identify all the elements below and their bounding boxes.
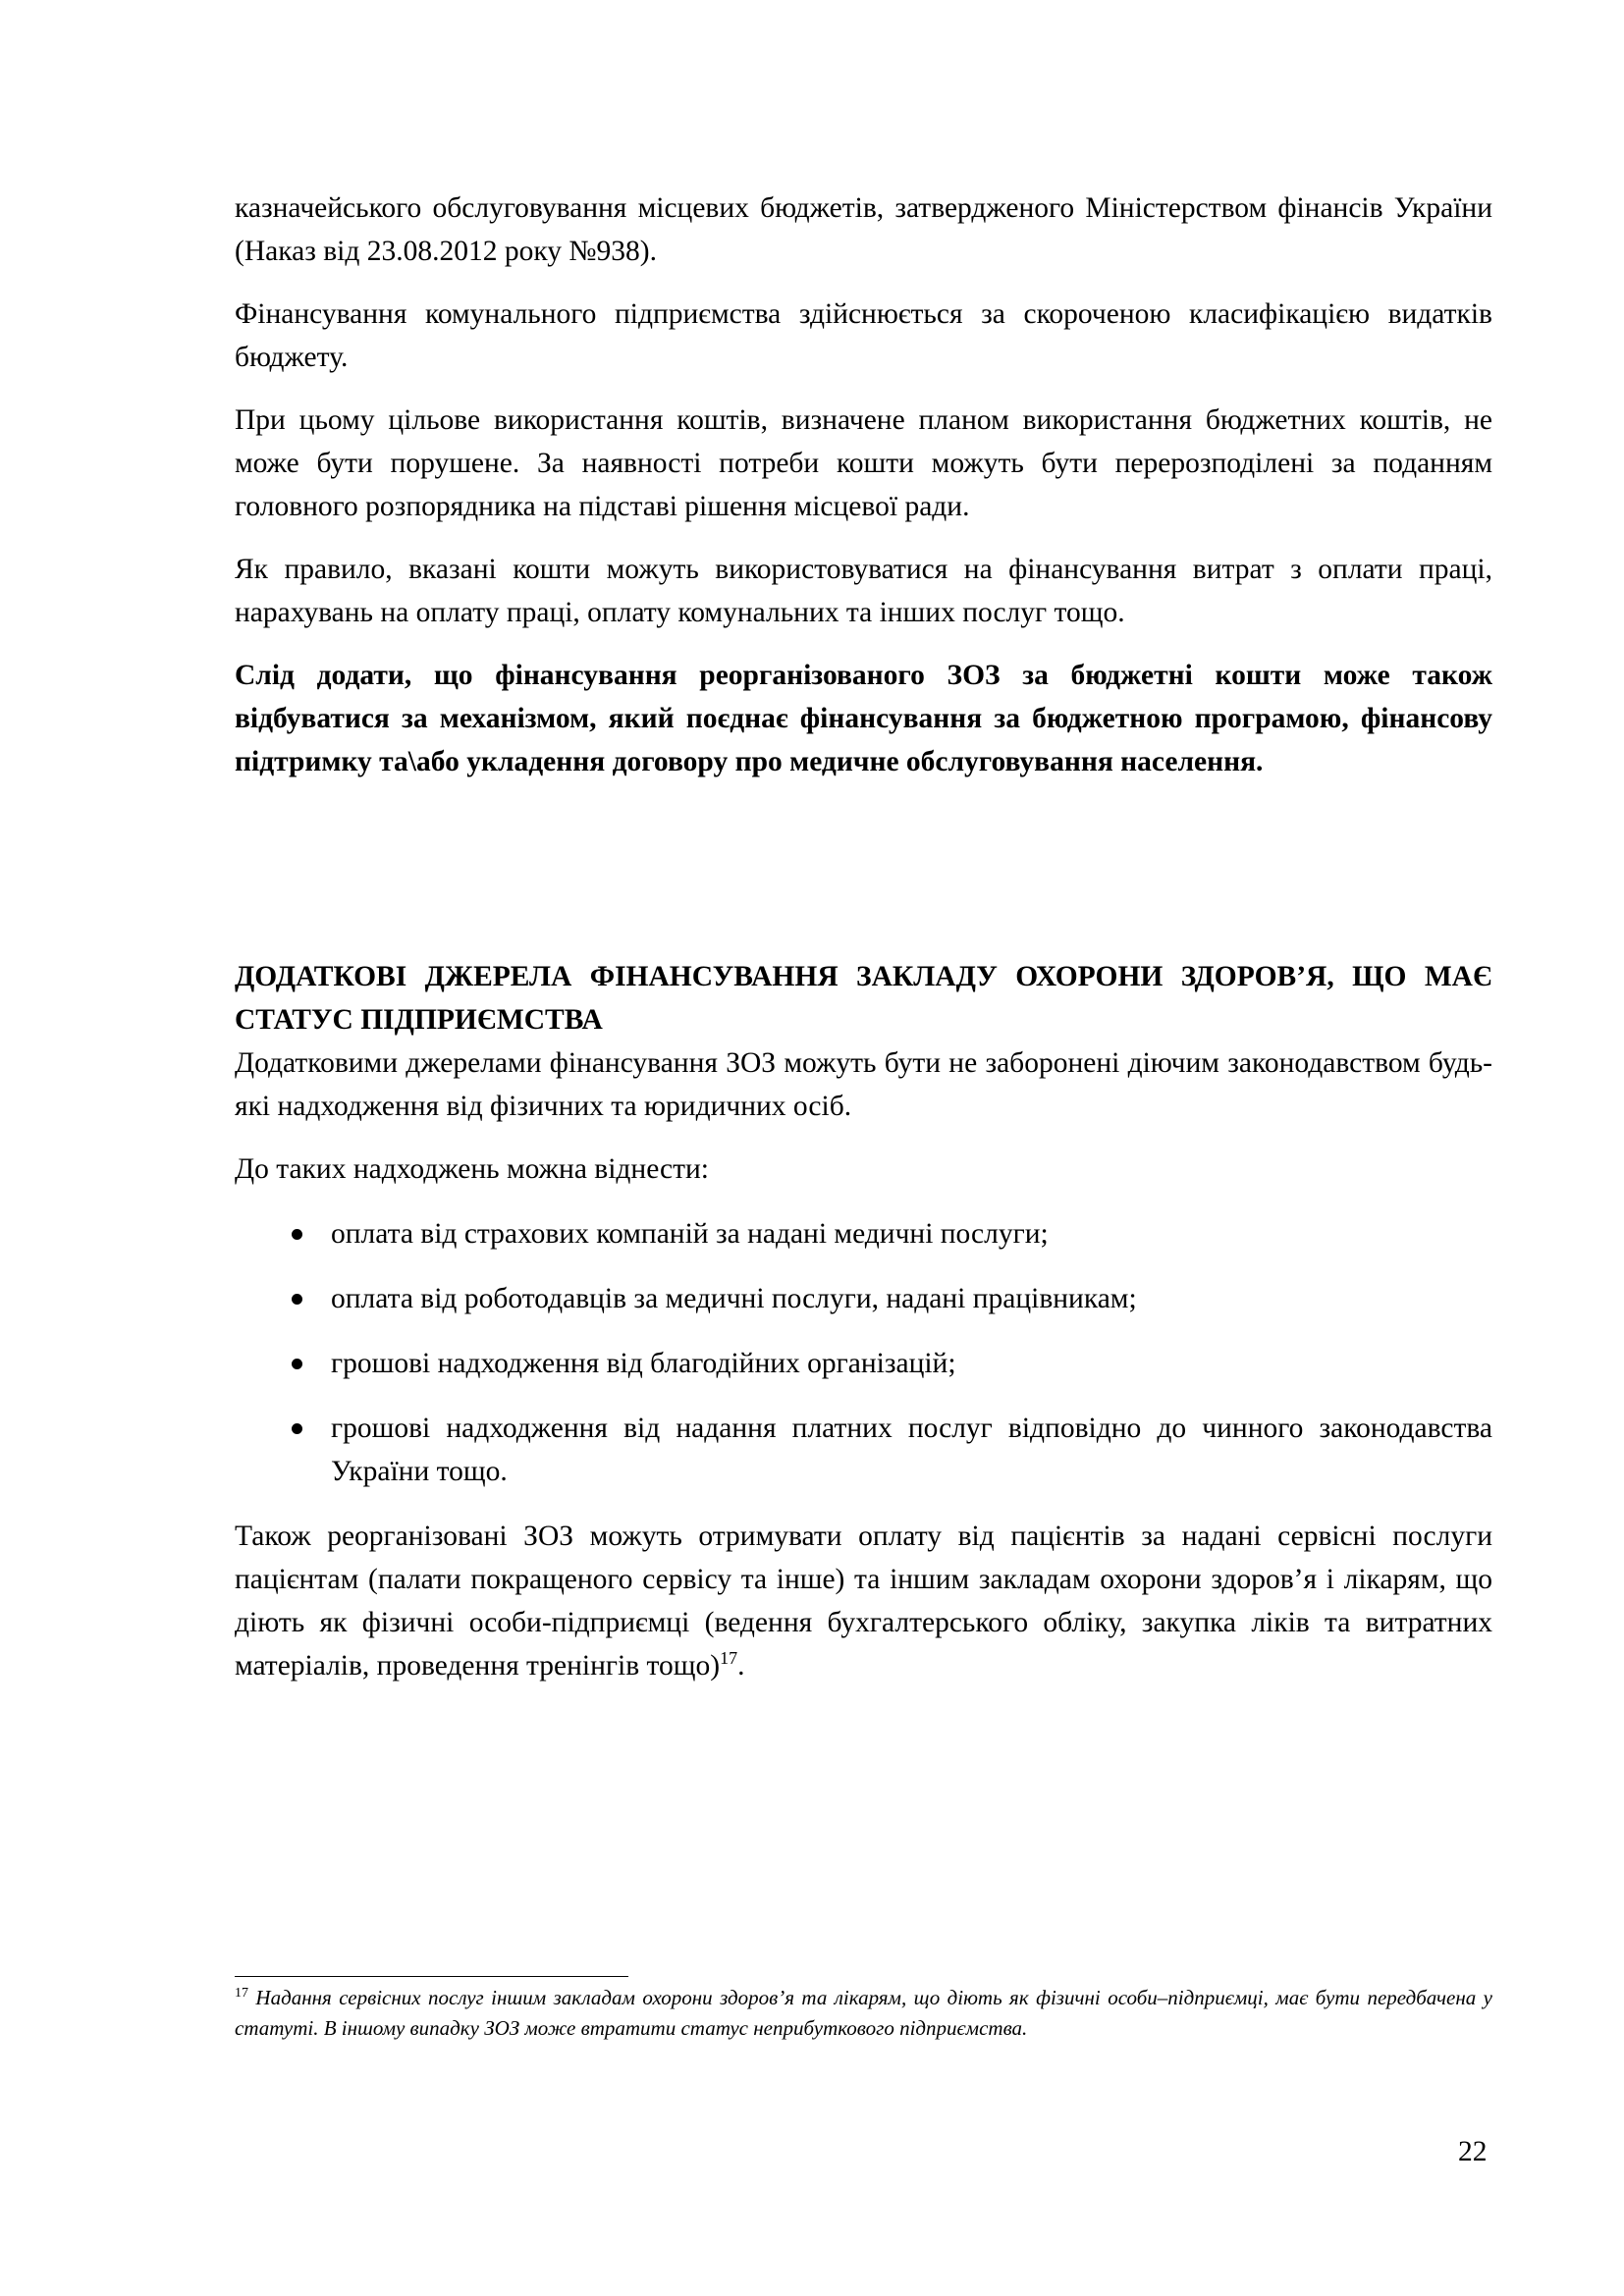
bullet-icon <box>292 1359 302 1369</box>
bullet-icon <box>292 1294 302 1305</box>
paragraph-expenses: Як правило, вказані кошти можуть використовуватися на фінансування витрат з оплати праці, нарахувань на оплату праці, оплату комунальних та інших послуг тощо. <box>235 554 1492 628</box>
footnote <box>235 1983 1492 2044</box>
bullet-icon <box>292 1229 302 1240</box>
list-item: оплата від страхових компаній за надані медичні послуги; <box>235 1212 1492 1255</box>
paragraph-additional-sources: Додатковими джерелами фінансування ЗОЗ можуть бути не заборонені діючим законодавством будь-які надходження від фізичних та юридичних осіб. <box>235 1047 1492 1122</box>
paragraph-bold-note: Слід додати, що фінансування реорганізованого ЗОЗ за бюджетні кошти може також відбуватися за механізмом, який поєднає фінансування за бюджетною програмою, фінансову підтримку та\або укладення договору про медичне обслуговування населення. <box>235 660 1492 777</box>
income-sources-list <box>235 1212 1492 1493</box>
list-item: грошові надходження від благодійних організацій; <box>235 1342 1492 1385</box>
paragraph-financing-classification: Фінансування комунального підприємства здійснюється за скороченою класифікацією видатків бюджету. <box>235 298 1492 373</box>
footnote-reference[interactable]: 17 <box>720 1648 738 1669</box>
paragraph-closing: Також реорганізовані ЗОЗ можуть отримувати оплату від пацієнтів за надані сервісні послуги пацієнтам (палати покращеного сервісу та інше) та іншим закладам охорони здоров’я і лікарям, що діють як фізичні особи-підприємці (ведення бухгалтерського обліку, закупка ліків та витратних матеріалів, проведення тренінгів тощо)$^{17}$. <box>235 1521 1492 1682</box>
bullet-icon <box>292 1423 302 1434</box>
footnote-text: Надання сервісних послуг іншим закладам охорони здоров’я та лікарям, що діють як фізичні особи–підприємці, має бути передбачена у статуті. В іншому випадку ЗОЗ може втратити статус неприбуткового підприємства. <box>235 1986 1492 2040</box>
page-number: 22 <box>1458 2136 1488 2167</box>
paragraph-targeted-use: При цьому цільове використання коштів, визначене планом використання бюджетних коштів, не може бути порушене. За наявності потреби кошти можуть бути перерозподілені за поданням головного розпорядника на підставі рішення місцевої ради. <box>235 404 1492 522</box>
list-item: оплата від роботодавців за медичні послуги, надані працівникам; <box>235 1277 1492 1320</box>
paragraph-treasury: казначейського обслуговування місцевих бюджетів, затвердженого Міністерством фінансів України (Наказ від 23.08.2012 року №938). <box>235 192 1492 267</box>
list-item: грошові надходження від надання платних послуг відповідно до чинного законодавства України тощо. <box>235 1407 1492 1493</box>
footnote-number: 17 <box>235 1986 248 2001</box>
page-content <box>235 187 1492 1687</box>
paragraph-list-intro: До таких надходжень можна віднести: <box>235 1153 710 1185</box>
section-heading: ДОДАТКОВІ ДЖЕРЕЛА ФІНАНСУВАННЯ ЗАКЛАДУ ОХОРОНИ ЗДОРОВ’Я, ЩО МАЄ СТАТУС ПІДПРИЄМСТВА <box>235 961 1492 1036</box>
footnote-separator <box>235 1976 628 1977</box>
